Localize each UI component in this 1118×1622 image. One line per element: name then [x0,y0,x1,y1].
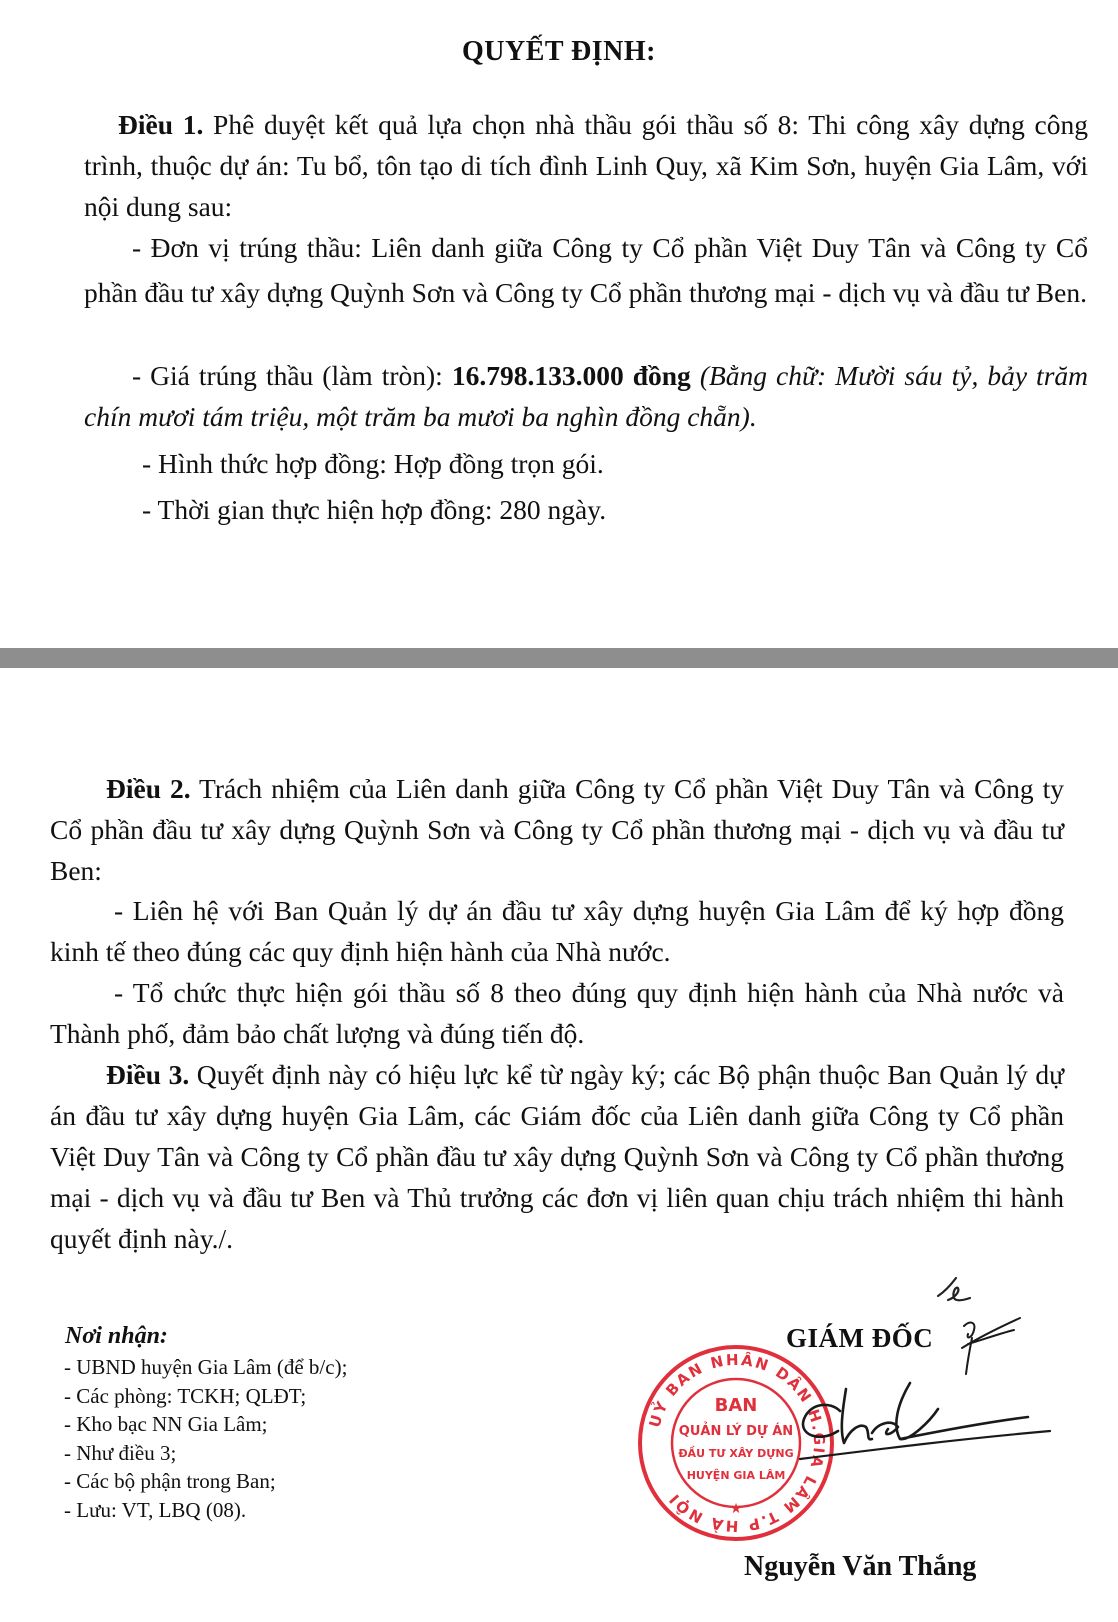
recipient-item: - Các phòng: TCKH; QLĐT; [64,1383,307,1408]
svg-text:ĐẦU TƯ XÂY DỰNG: ĐẦU TƯ XÂY DỰNG [678,1447,794,1460]
director-signature-icon [760,1373,1060,1473]
recipient-item: - Các bộ phận trong Ban; [64,1469,276,1493]
article-1-lead: Điều 1. [118,109,204,140]
director-initial-icon [958,1308,1028,1378]
article-2-paragraph [50,768,1064,891]
article-1-paragraph [84,104,1088,227]
recipient-item: - Kho bạc NN Gia Lâm; [64,1412,268,1436]
recipients-list [64,1353,347,1524]
article-3-lead: Điều 3. [106,1059,190,1090]
article-1-text: Phê duyệt kết quả lựa chọn nhà thầu gói thầu số 8: Thi công xây dựng công trình, thuộc dự án: Tu bổ, tôn tạo di tích đình Linh Quy, xã Kim Sơn, huyện Gia Lâm, với nội dung sau: [84,109,1089,222]
svg-text:HUYỆN GIA LÂM: HUYỆN GIA LÂM [686,1469,786,1482]
price-paragraph [84,355,1088,437]
article-2-item-2: - Tổ chức thực hiện gói thầu số 8 theo đúng quy định hiện hành của Nhà nước và Thành phố, đảm bảo chất lượng và đúng tiến độ. [50,977,1064,1049]
page-separator-bar [0,648,1118,668]
svg-text:★: ★ [729,1501,743,1517]
page-top-section [0,0,1118,648]
winner-paragraph: - Đơn vị trúng thầu: Liên danh giữa Công ty Cổ phần Việt Duy Tân và Công ty Cổ phần đầu tư xây dựng Quỳnh Sơn và Công ty Cổ phần thương mại - dịch vụ và đầu tư Ben. [84,232,1088,308]
page-bottom-section [0,668,1118,1622]
recipients-title: Nơi nhận: [65,1323,168,1349]
director-title: GIÁM ĐỐC [786,1323,934,1353]
price-in-words: (Bằng chữ: Mười sáu tỷ, bảy trăm chín mươi tám triệu, một trăm ba mươi ba nghìn đồng chẵn). [84,360,1089,432]
price-label: - Giá trúng thầu (làm tròn): [132,360,452,391]
svg-text:BAN: BAN [714,1395,758,1416]
recipient-item: - Như điều 3; [64,1440,177,1465]
recipient-item: - UBND huyện Gia Lâm (để b/c); [64,1355,348,1379]
article-3-paragraph [50,1054,1064,1259]
contract-form: - Hình thức hợp đồng: Hợp đồng trọn gói. [142,448,604,479]
svg-text:QUẢN LÝ DỰ ÁN: QUẢN LÝ DỰ ÁN [678,1424,794,1439]
recipient-item: - Lưu: VT, LBQ (08). [64,1497,247,1522]
article-3-text: Quyết định này có hiệu lực kể từ ngày ký; các Bộ phận thuộc Ban Quản lý dự án đầu tư xây dựng huyện Gia Lâm, các Giám đốc của Liên danh giữa Công ty Cổ phần Việt Duy Tân và Công ty Cổ phần đầu tư xây dựng Quỳnh Sơn và Công ty Cổ phần thương mại - dịch vụ và đầu tư Ben và Thủ trưởng các đơn vị liên quan chịu trách nhiệm thi hành quyết định này./. [50,1059,1064,1254]
signer-name: Nguyễn Văn Thắng [744,1551,977,1582]
article-2-item-1: - Liên hệ với Ban Quản lý dự án đầu tư xây dựng huyện Gia Lâm để ký hợp đồng kinh tế theo đúng các quy định hiện hành của Nhà nước. [50,895,1064,967]
initials-mark-icon [930,1266,980,1306]
article-2-text: Trách nhiệm của Liên danh giữa Công ty Cổ phần Việt Duy Tân và Công ty Cổ phần đầu tư xây dựng Quỳnh Sơn và Công ty Cổ phần thương mại - dịch vụ và đầu tư Ben: [50,773,1065,886]
contract-duration: - Thời gian thực hiện hợp đồng: 280 ngày. [142,494,607,525]
decision-heading: QUYẾT ĐỊNH: [461,36,656,67]
price-value: 16.798.133.000 đồng [451,360,691,391]
article-2-lead: Điều 2. [106,773,191,804]
svg-text:UỶ BAN NHÂN DÂN H.GIA LÂM T.P: UỶ BAN NHÂN DÂN H.GIA LÂM T.P HÀ NỘI [645,1350,829,1536]
